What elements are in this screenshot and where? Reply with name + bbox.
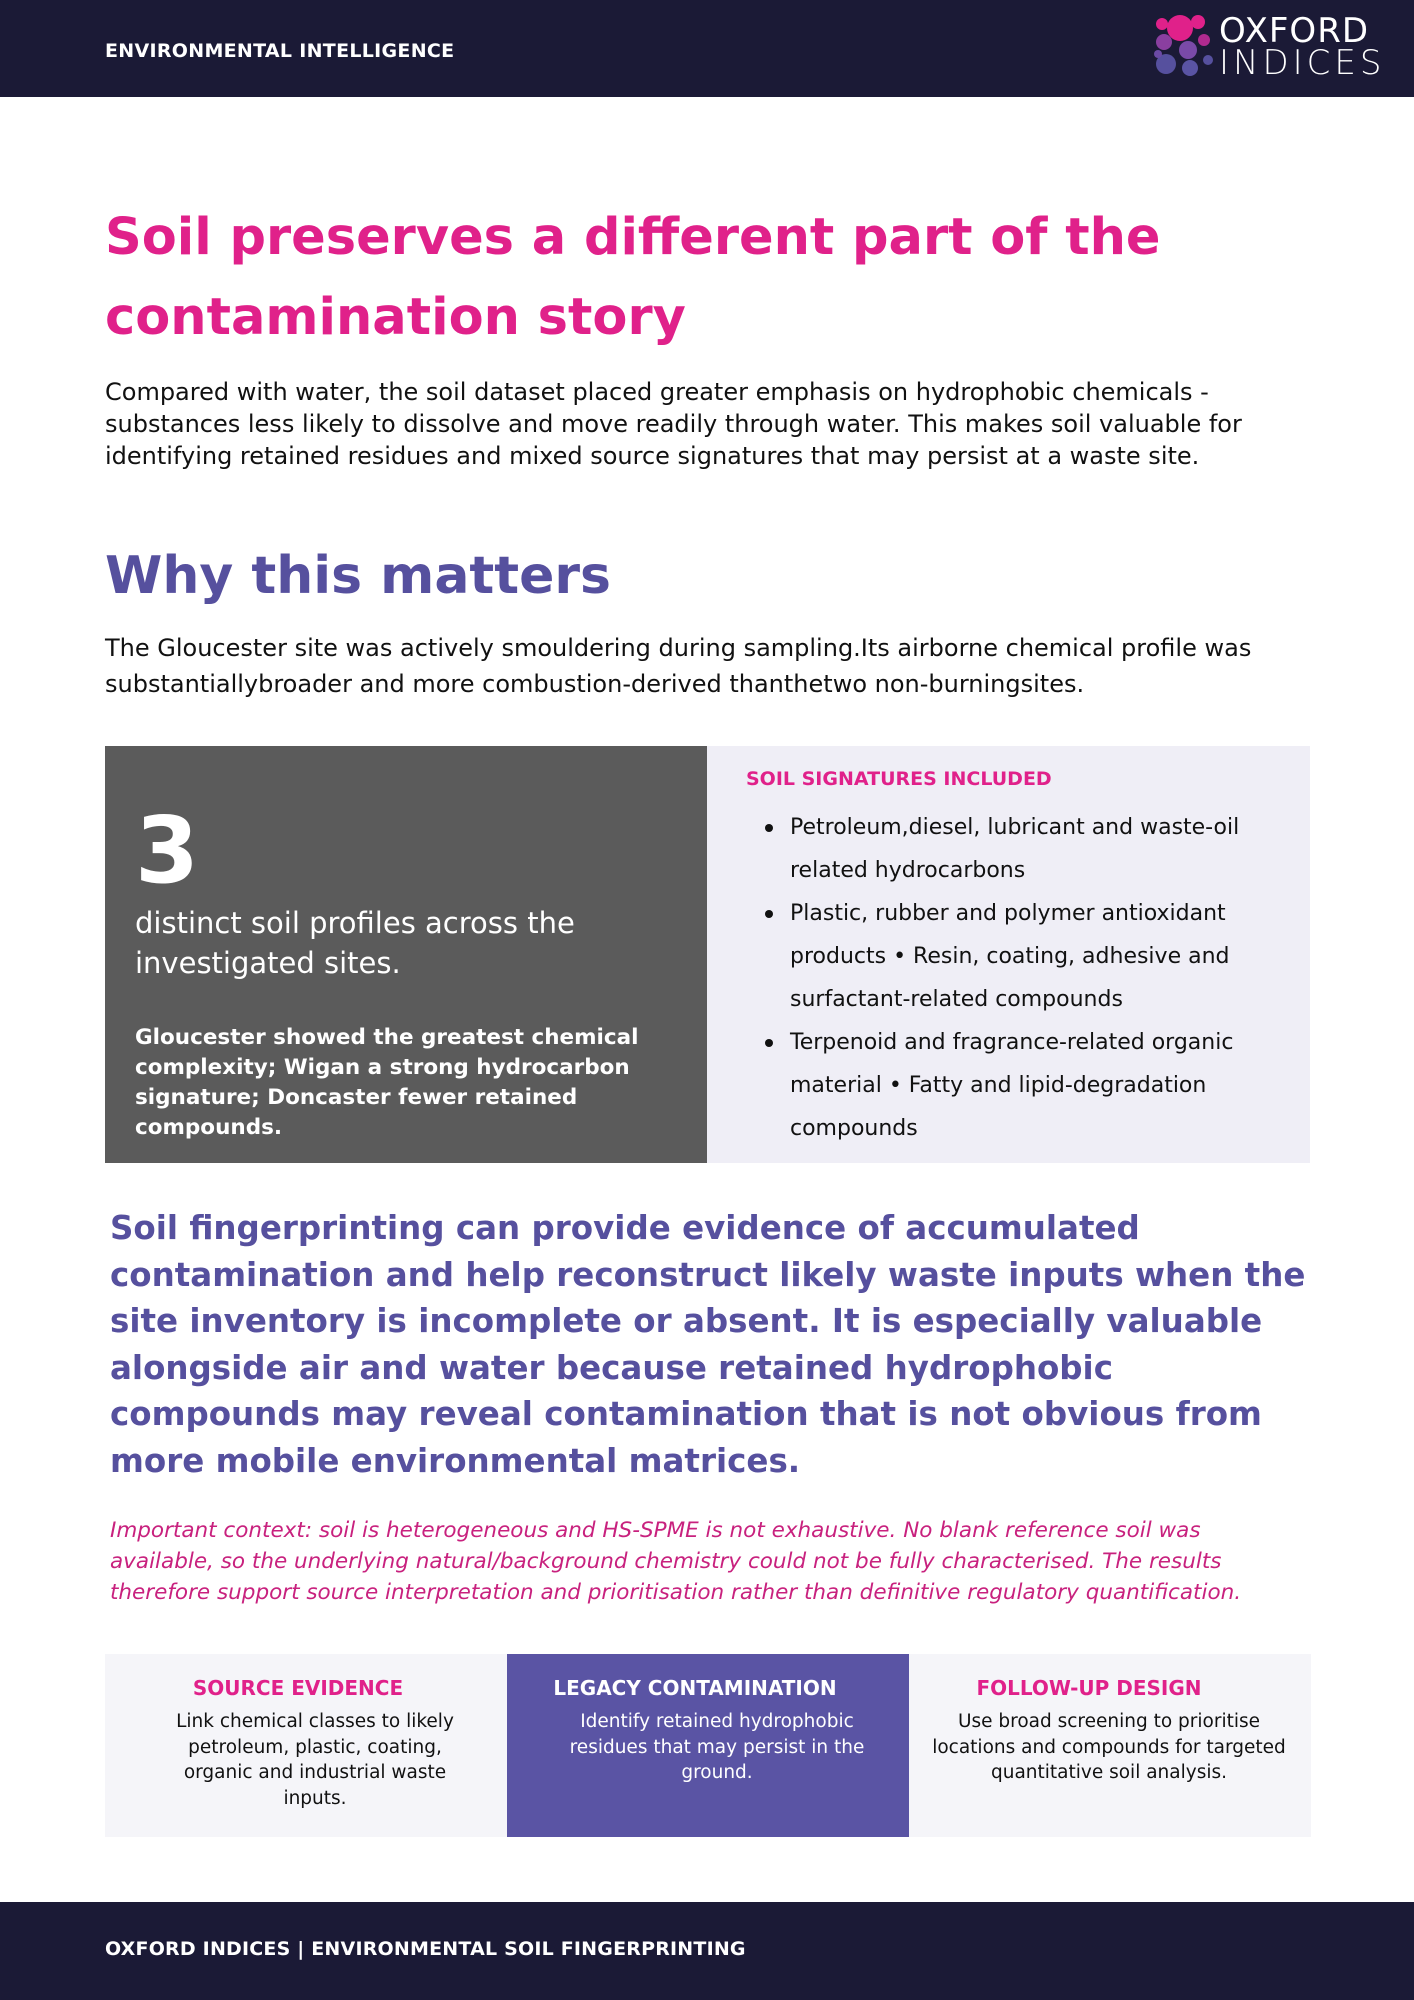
logo-word-indices: INDICES bbox=[1219, 43, 1386, 83]
why-heading: Why this matters bbox=[105, 546, 611, 606]
pull-quote: Soil fingerprinting can provide evidence of accumulated contamination and help reconstruct likely waste inputs when the site inventory is incomplete or absent. It is especially valuable alongside air and water because retained hydrophobic compounds may reveal contamination that is not obvious from more mobile environmental matrices. bbox=[110, 1209, 1306, 1480]
card-body: Identify retained hydrophobic residues that may persist in the ground. bbox=[569, 1711, 865, 1783]
header-label: ENVIRONMENTAL INTELLIGENCE bbox=[105, 40, 455, 62]
signatures-panel bbox=[707, 746, 1310, 1163]
card-source-evidence bbox=[105, 1654, 507, 1837]
card-title: LEGACY CONTAMINATION bbox=[553, 1676, 837, 1700]
card-title: FOLLOW-UP DESIGN bbox=[976, 1676, 1202, 1700]
page-title: Soil preserves a different part of the contamination story bbox=[105, 208, 1161, 347]
logo-dots-icon bbox=[1150, 10, 1220, 82]
stat-note: Gloucester showed the greatest chemical complexity; Wigan a strong hydrocarbon signature; Doncaster fewer retained compounds. bbox=[135, 1025, 639, 1140]
stat-description: distinct soil profiles across the investigated sites. bbox=[135, 906, 575, 980]
list-item: Petroleum,diesel, lubricant and waste-oil related hydrocarbons bbox=[790, 806, 1290, 892]
footer-label: OXFORD INDICES | ENVIRONMENTAL SOIL FINGERPRINTING bbox=[105, 1938, 746, 1960]
list-item: Plastic, rubber and polymer antioxidant products • Resin, coating, adhesive and surfactant-related compounds bbox=[790, 892, 1290, 1021]
stat-panel bbox=[105, 746, 707, 1163]
context-note: Important context: soil is heterogeneous and HS-SPME is not exhaustive. No blank reference soil was available, so the underlying natural/background chemistry could not be fully characterised. The results therefore support source interpretation and prioritisation rather than definitive regulatory quantification. bbox=[110, 1518, 1242, 1605]
oxford-indices-logo bbox=[1150, 10, 1400, 90]
logo-word-oxford: OXFORD bbox=[1219, 11, 1370, 51]
card-body: Link chemical classes to likely petroleum, plastic, coating, organic and industrial waste inputs. bbox=[176, 1711, 454, 1809]
list-item: Terpenoid and fragrance-related organic material • Fatty and lipid-degradation compounds bbox=[790, 1021, 1290, 1150]
signatures-title: SOIL SIGNATURES INCLUDED bbox=[746, 768, 1052, 790]
signatures-list bbox=[790, 806, 1290, 1150]
card-body: Use broad screening to prioritise locations and compounds for targeted quantitative soil analysis. bbox=[932, 1711, 1286, 1783]
card-legacy-contamination bbox=[507, 1654, 909, 1837]
stat-number: 3 bbox=[135, 797, 200, 904]
card-title: SOURCE EVIDENCE bbox=[192, 1676, 404, 1700]
why-paragraph: The Gloucester site was actively smouldering during sampling.Its airborne chemical profile was substantiallybroader and more combustion-derived thanthetwo non-burningsites. bbox=[105, 634, 1252, 698]
intro-paragraph: Compared with water, the soil dataset placed greater emphasis on hydrophobic chemicals - substances less likely to dissolve and move readily through water. This makes soil valuable for identifying retained residues and mixed source signatures that may persist at a waste site. bbox=[105, 378, 1242, 470]
footer-bar bbox=[0, 1902, 1414, 2000]
header-bar bbox=[0, 0, 1414, 97]
card-follow-up-design bbox=[909, 1654, 1311, 1837]
